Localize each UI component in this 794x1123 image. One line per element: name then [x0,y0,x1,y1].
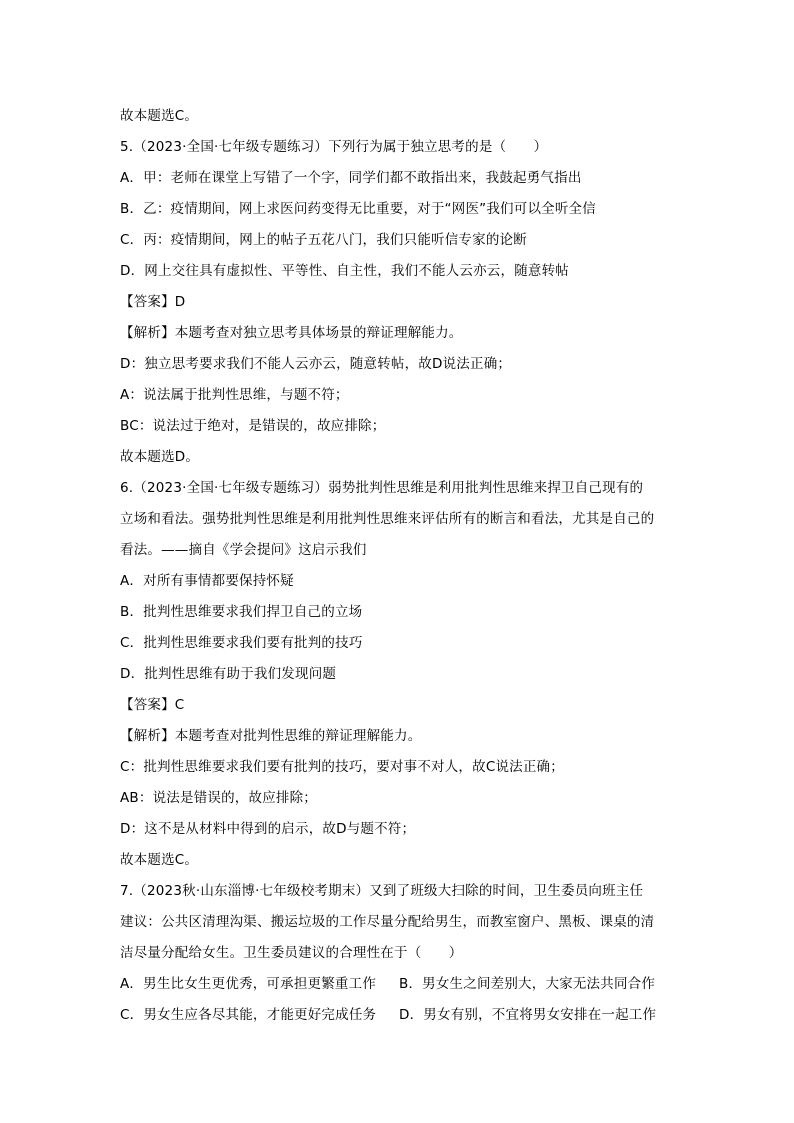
option-d: D．男女有别，不宜将男女安排在一起工作 [399,1007,657,1023]
analysis-line: 【解析】本题考查对独立思考具体场景的辩证理解能力。 [120,325,463,341]
option-d: D．批判性思维有助于我们发现问题 [120,666,337,682]
option-b: B．乙：疫情期间，网上求医问药变得无比重要，对于“网医”我们可以全听全信 [120,201,596,217]
question-6 [120,473,680,876]
analysis-line: AB：说法是错误的，故应排除； [120,790,317,806]
question-stem: 5.（2023·全国·七年级专题练习）下列行为属于独立思考的是（ ） [120,139,548,155]
option-a: A．对所有事情都要保持怀疑 [120,573,294,589]
question-stem: 7.（2023秋·山东淄博·七年级校考期末）又到了班级大扫除的时间，卫生委员向班主任 [120,883,644,899]
document-page [120,101,680,1031]
analysis-line: C：批判性思维要求我们要有批判的技巧，要对事不对人，故C说法正确； [120,759,564,775]
options-row [120,1000,680,1031]
analysis-conclusion: 故本题选D。 [120,449,200,465]
question-7 [120,876,680,1031]
option-a: A．男生比女生更优秀，可承担更繁重工作 [120,976,377,992]
option-d: D．网上交往具有虚拟性、平等性、自主性，我们不能人云亦云，随意转帖 [120,263,569,279]
analysis-line: A：说法属于批判性思维，与题不符； [120,387,349,403]
question-5 [120,132,680,473]
answer: 【答案】D [120,294,186,310]
analysis-line: D：独立思考要求我们不能人云亦云，随意转帖，故D说法正确； [120,356,512,372]
question-stem: 洁尽量分配给女生。卫生委员建议的合理性在于（ ） [120,945,463,961]
analysis-line: 【解析】本题考查对批判性思维的辩证理解能力。 [120,728,422,744]
option-b: B．批判性思维要求我们捍卫自己的立场 [120,604,363,620]
answer: 【答案】C [120,697,185,713]
analysis-line: BC：说法过于绝对，是错误的，故应排除； [120,418,386,434]
option-a: A．甲：老师在课堂上写错了一个字，同学们都不敢指出来，我鼓起勇气指出 [120,170,582,186]
analysis-line: D：这不是从材料中得到的启示，故D与题不符； [120,821,416,837]
options-row [120,969,680,1000]
option-c: C．丙：疫情期间，网上的帖子五花八门，我们只能听信专家的论断 [120,232,527,248]
question-stem: 立场和看法。强势批判性思维是利用批判性思维来评估所有的断言和看法，尤其是自己的 [120,511,655,527]
question-stem: 看法。——摘自《学会提问》这启示我们 [120,542,367,558]
analysis-conclusion: 故本题选C。 [120,852,199,868]
option-b: B．男女生之间差别大，大家无法共同合作 [399,976,656,992]
question-stem: 建议：公共区清理沟渠、搬运垃圾的工作尽量分配给男生，而教室窗户、黑板、课桌的清 [120,914,655,930]
previous-answer-conclusion: 故本题选C。 [120,108,199,124]
option-c: C．批判性思维要求我们要有批判的技巧 [120,635,363,651]
option-c: C．男女生应各尽其能，才能更好完成任务 [120,1007,377,1023]
question-stem: 6.（2023·全国·七年级专题练习）弱势批判性思维是利用批判性思维来捍卫自己现有的 [120,480,644,496]
